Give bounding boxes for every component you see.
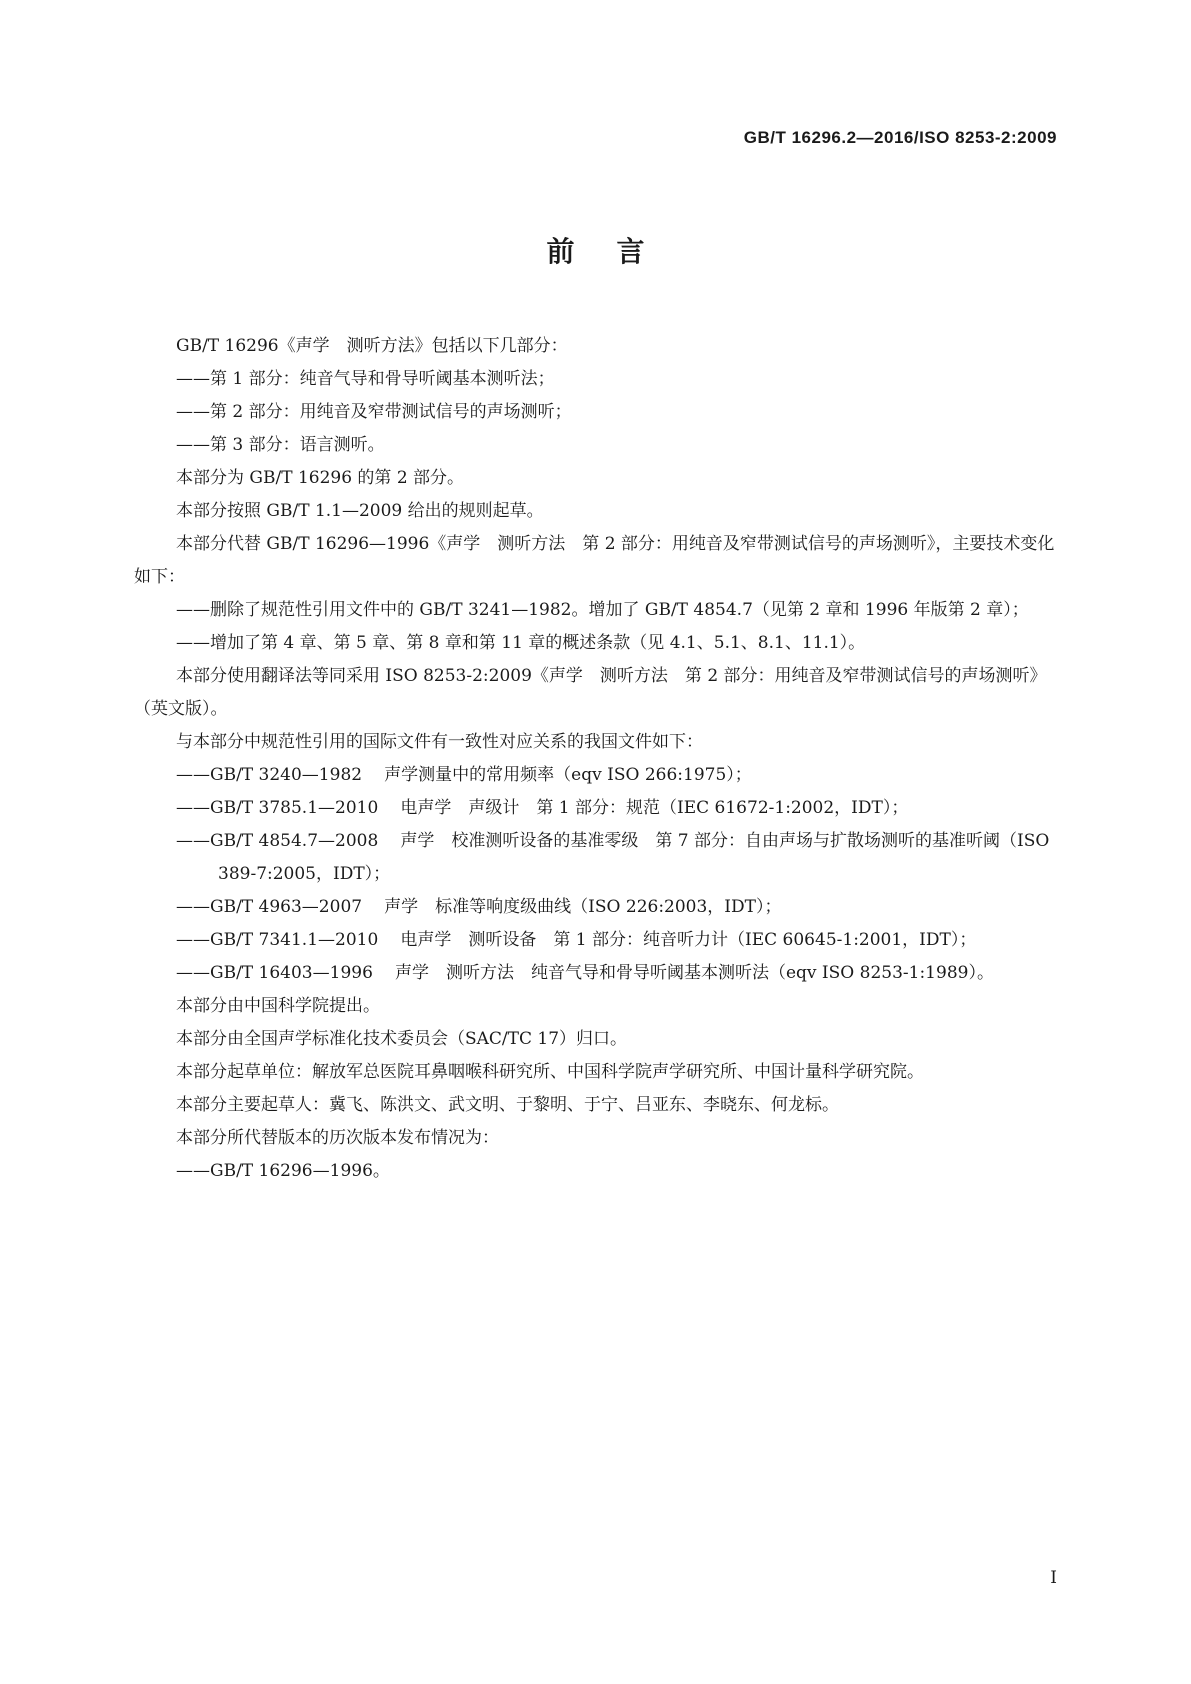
change-item: ——删除了规范性引用文件中的 GB/T 3241—1982。增加了 GB/T 4854.7（见第 2 章和 1996 年版第 2 章）； — [176, 600, 1029, 620]
change-item: ——增加了第 4 章、第 5 章、第 8 章和第 11 章的概述条款（见 4.1、5.1、8.1、11.1）。 — [176, 633, 866, 653]
reference-item — [134, 792, 1059, 825]
paragraph: 本部分所代替版本的历次版本发布情况为： — [176, 1128, 499, 1148]
paragraph: 本部分使用翻译法等同采用 ISO 8253-2:2009《声学 测听方法 第 2 部分：用纯音及窄带测试信号的声场测听》（英文版）。 — [134, 666, 1047, 719]
reference-code: ——GB/T 4963—2007 — [176, 897, 363, 917]
reference-code: ——GB/T 4854.7—2008 — [176, 831, 379, 851]
reference-code: ——GB/T 7341.1—2010 — [176, 930, 379, 950]
paragraph: 本部分按照 GB/T 1.1—2009 给出的规则起草。 — [176, 501, 544, 521]
reference-item — [134, 924, 1059, 957]
reference-item — [134, 957, 1059, 990]
page-title: 前言 — [546, 235, 687, 268]
reference-item — [134, 825, 1059, 891]
reference-item — [134, 891, 1059, 924]
foreword-body — [134, 330, 1059, 1188]
list-item: ——第 2 部分：用纯音及窄带测试信号的声场测听； — [176, 402, 572, 422]
reference-code: ——GB/T 3785.1—2010 — [176, 798, 379, 818]
paragraph: 本部分代替 GB/T 16296—1996《声学 测听方法 第 2 部分：用纯音及窄带测试信号的声场测听》，主要技术变化如下： — [134, 534, 1055, 587]
paragraph: 本部分由中国科学院提出。 — [176, 996, 380, 1016]
standard-number-header: GB/T 16296.2—2016/ISO 8253-2:2009 — [743, 128, 1057, 147]
paragraph: 本部分起草单位：解放军总医院耳鼻咽喉科研究所、中国科学院声学研究所、中国计量科学研究院。 — [176, 1062, 924, 1082]
reference-code: ——GB/T 16403—1996 — [176, 963, 373, 983]
paragraph: 本部分由全国声学标准化技术委员会（SAC/TC 17）归口。 — [176, 1029, 628, 1049]
history-item: ——GB/T 16296—1996。 — [176, 1161, 390, 1181]
list-item: ——第 3 部分：语言测听。 — [176, 435, 385, 455]
reference-title: 电声学 声级计 第 1 部分：规范（IEC 61672-1:2002，IDT）； — [400, 798, 909, 818]
intro-paragraph: GB/T 16296《声学 测听方法》包括以下几部分： — [176, 336, 568, 356]
page-number: I — [1050, 1568, 1057, 1588]
reference-title: 声学 测听方法 纯音气导和骨导听阈基本测听法（eqv ISO 8253-1:1989）。 — [394, 963, 994, 983]
reference-item — [134, 759, 1059, 792]
paragraph: 与本部分中规范性引用的国际文件有一致性对应关系的我国文件如下： — [176, 732, 703, 752]
paragraph: 本部分主要起草人：冀飞、陈洪文、武文明、于黎明、于宁、吕亚东、李晓东、何龙标。 — [176, 1095, 839, 1115]
reference-code: ——GB/T 3240—1982 — [176, 765, 363, 785]
paragraph: 本部分为 GB/T 16296 的第 2 部分。 — [176, 468, 465, 488]
list-item: ——第 1 部分：纯音气导和骨导听阈基本测听法； — [176, 369, 555, 389]
reference-title: 声学测量中的常用频率（eqv ISO 266:1975）； — [384, 765, 752, 785]
reference-title: 声学 标准等响度级曲线（ISO 226:2003，IDT）； — [384, 897, 782, 917]
reference-title: 电声学 测听设备 第 1 部分：纯音听力计（IEC 60645-1:2001，IDT）； — [400, 930, 977, 950]
reference-title: 声学 校准测听设备的基准零级 第 7 部分：自由声场与扩散场测听的基准听阈（ISO 389-7:2005，IDT）； — [218, 831, 1050, 884]
